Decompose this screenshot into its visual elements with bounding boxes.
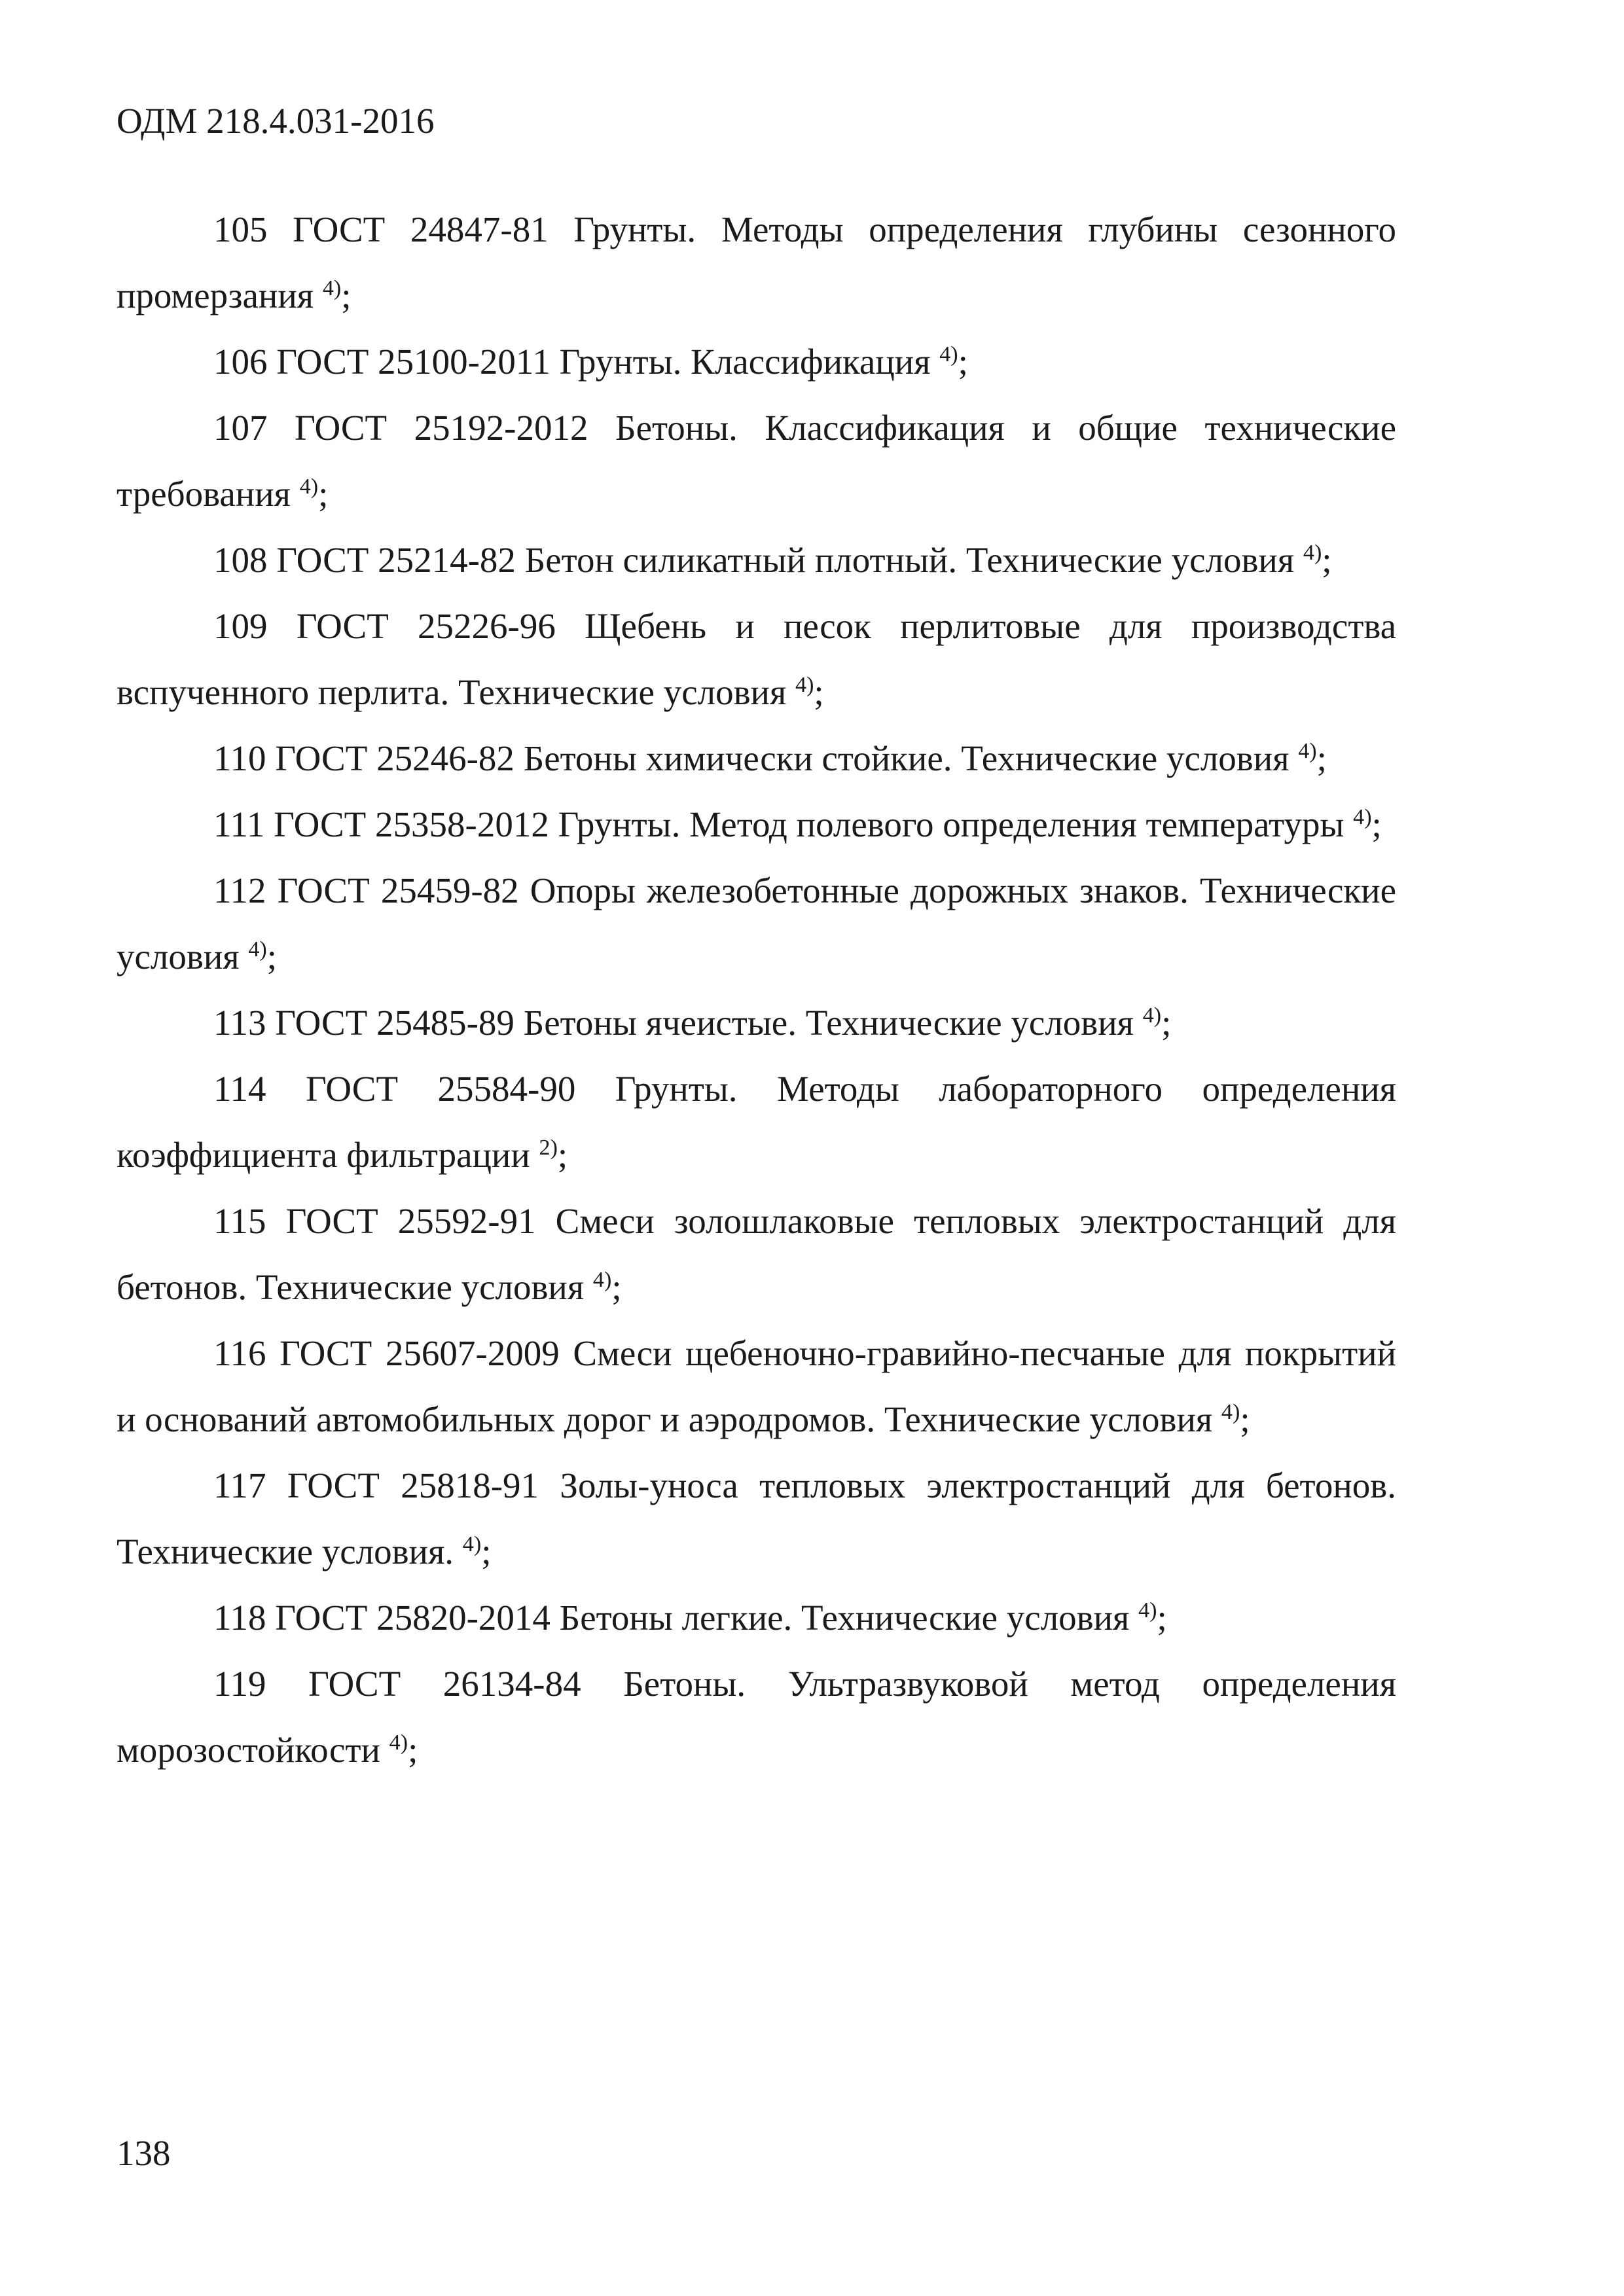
entry-text: ГОСТ 25592-91 Смеси золошлаковые тепловых электростанций для бетонов. Технические условия bbox=[117, 1201, 1396, 1307]
entry-end: ; bbox=[1240, 1399, 1250, 1439]
entry-number: 110 bbox=[213, 738, 266, 778]
entry-end: ; bbox=[481, 1532, 492, 1571]
entry-number: 111 bbox=[213, 804, 265, 844]
entry-text: ГОСТ 25818-91 Золы-уноса тепловых электростанций для бетонов. Технические условия. bbox=[117, 1465, 1396, 1571]
footnote-ref: 2) bbox=[539, 1136, 558, 1160]
footnote-ref: 4) bbox=[1138, 1598, 1157, 1623]
entry-end: ; bbox=[1322, 540, 1332, 580]
list-item bbox=[117, 1056, 1396, 1188]
list-item bbox=[117, 990, 1396, 1056]
entry-end: ; bbox=[814, 672, 824, 712]
entry-number: 117 bbox=[213, 1465, 266, 1505]
entry-number: 105 bbox=[213, 209, 268, 249]
footnote-ref: 4) bbox=[795, 673, 814, 698]
footnote-ref: 4) bbox=[299, 475, 319, 499]
footnote-ref: 4) bbox=[248, 937, 267, 962]
footnote-ref: 4) bbox=[462, 1532, 482, 1557]
entry-number: 107 bbox=[213, 408, 268, 448]
entry-number: 119 bbox=[213, 1664, 266, 1704]
entry-end: ; bbox=[1371, 804, 1382, 844]
footnote-ref: 4) bbox=[592, 1268, 612, 1293]
entry-end: ; bbox=[1316, 738, 1327, 778]
entry-end: ; bbox=[557, 1135, 568, 1175]
entry-text: ГОСТ 25192-2012 Бетоны. Классификация и общие технические требования bbox=[117, 408, 1396, 514]
entry-text: ГОСТ 25214-82 Бетон силикатный плотный. Технические условия bbox=[276, 540, 1295, 580]
entry-end: ; bbox=[266, 937, 277, 977]
entry-text: ГОСТ 25100-2011 Грунты. Классификация bbox=[276, 342, 931, 382]
reference-list bbox=[117, 196, 1396, 1783]
entry-number: 106 bbox=[213, 342, 268, 382]
entry-end: ; bbox=[958, 342, 968, 382]
page-number: 138 bbox=[117, 2133, 171, 2173]
entry-number: 109 bbox=[213, 606, 268, 646]
footnote-ref: 4) bbox=[939, 342, 958, 367]
entry-text: ГОСТ 25358-2012 Грунты. Метод полевого определения температуры bbox=[274, 804, 1344, 844]
list-item bbox=[117, 196, 1396, 329]
entry-text: ГОСТ 24847-81 Грунты. Методы определения глубины сезонного промерзания bbox=[117, 209, 1396, 315]
list-item bbox=[117, 791, 1396, 857]
footnote-ref: 4) bbox=[1142, 1003, 1162, 1028]
footnote-ref: 4) bbox=[1353, 805, 1372, 830]
list-item bbox=[117, 1188, 1396, 1320]
list-item bbox=[117, 857, 1396, 990]
entry-text: ГОСТ 25459-82 Опоры железобетонные дорожных знаков. Технические условия bbox=[117, 870, 1396, 977]
list-item bbox=[117, 1585, 1396, 1651]
entry-number: 113 bbox=[213, 1003, 266, 1043]
entry-number: 114 bbox=[213, 1069, 266, 1109]
footnote-ref: 4) bbox=[1298, 739, 1317, 764]
footnote-ref: 4) bbox=[1221, 1400, 1240, 1425]
list-item bbox=[117, 1320, 1396, 1452]
entry-end: ; bbox=[408, 1730, 418, 1770]
entry-text: ГОСТ 25485-89 Бетоны ячеистые. Технические условия bbox=[275, 1003, 1134, 1043]
list-item bbox=[117, 329, 1396, 395]
entry-number: 115 bbox=[213, 1201, 266, 1241]
list-item bbox=[117, 395, 1396, 527]
entry-text: ГОСТ 25584-90 Грунты. Методы лабораторного определения коэффициента фильтрации bbox=[117, 1069, 1397, 1175]
entry-end: ; bbox=[318, 474, 329, 514]
footnote-ref: 4) bbox=[1303, 541, 1322, 565]
list-item bbox=[117, 527, 1396, 593]
entry-end: ; bbox=[1157, 1598, 1167, 1638]
list-item bbox=[117, 593, 1396, 725]
entry-text: ГОСТ 25246-82 Бетоны химически стойкие. Технические условия bbox=[275, 738, 1290, 778]
entry-end: ; bbox=[1161, 1003, 1172, 1043]
footnote-ref: 4) bbox=[389, 1731, 408, 1755]
list-item bbox=[117, 1452, 1396, 1585]
entry-end: ; bbox=[341, 276, 352, 315]
document-code: ОДМ 218.4.031-2016 bbox=[117, 101, 435, 141]
entry-text: ГОСТ 25820-2014 Бетоны легкие. Технические условия bbox=[275, 1598, 1130, 1638]
entry-number: 112 bbox=[213, 870, 266, 910]
footnote-ref: 4) bbox=[322, 276, 342, 301]
list-item bbox=[117, 1651, 1396, 1783]
list-item bbox=[117, 725, 1396, 791]
entry-number: 108 bbox=[213, 540, 268, 580]
entry-number: 118 bbox=[213, 1598, 266, 1638]
entry-text: ГОСТ 25226-96 Щебень и песок перлитовые для производства вспученного перлита. Технические условия bbox=[117, 606, 1397, 712]
entry-text: ГОСТ 25607-2009 Смеси щебеночно-гравийно-песчаные для покрытий и оснований автомобильных дорог и аэродромов. Технические условия bbox=[117, 1333, 1397, 1439]
entry-end: ; bbox=[611, 1267, 622, 1307]
entry-text: ГОСТ 26134-84 Бетоны. Ультразвуковой метод определения морозостойкости bbox=[117, 1664, 1396, 1770]
entry-number: 116 bbox=[213, 1333, 266, 1373]
